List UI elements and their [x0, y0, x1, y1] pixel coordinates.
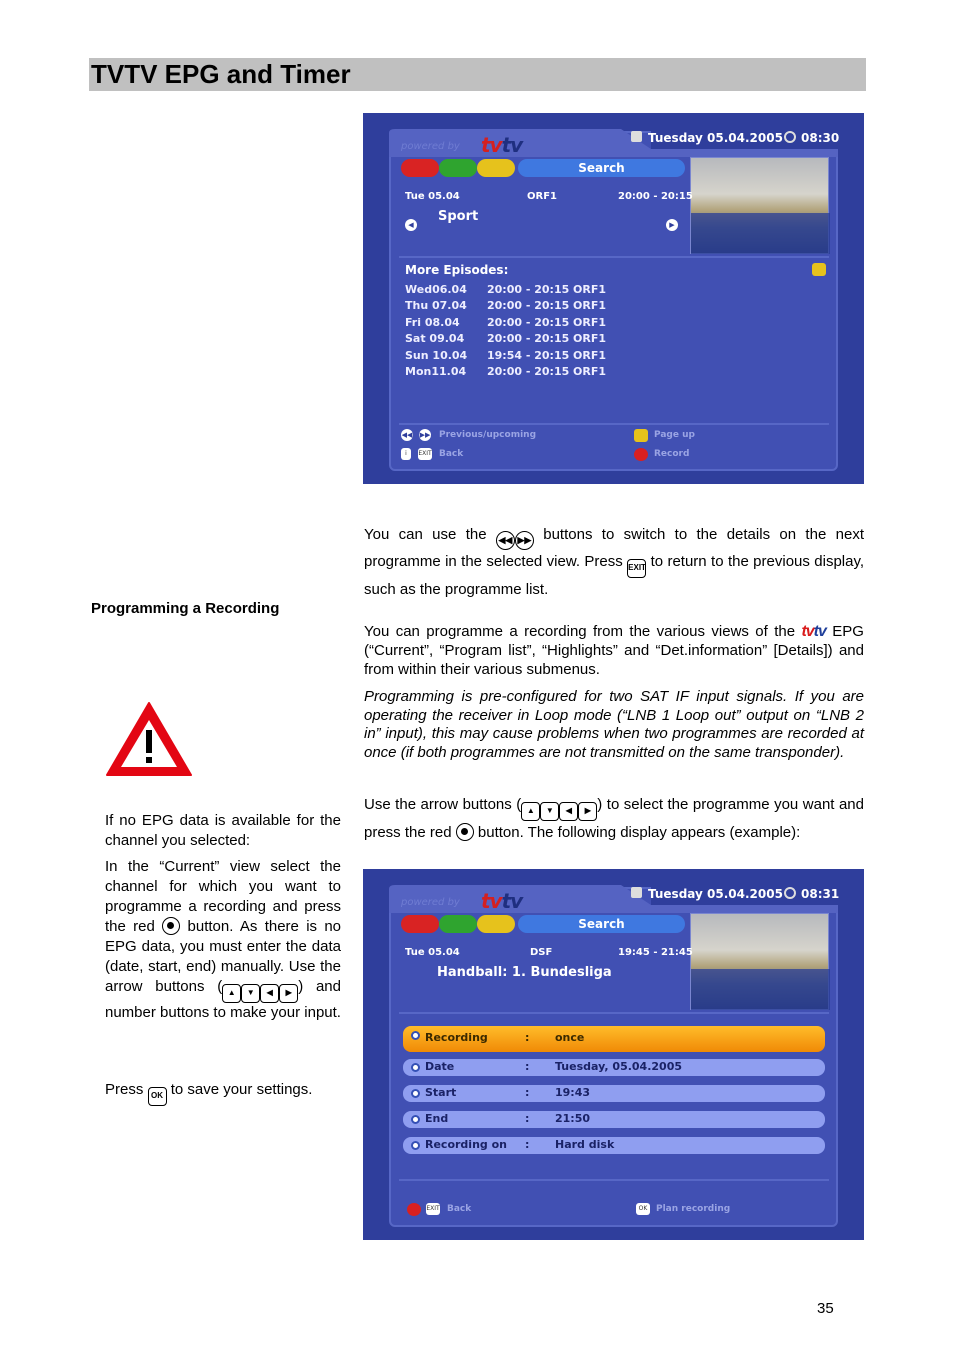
search-tab: Search — [518, 915, 685, 933]
more-episodes-header: More Episodes: — [405, 263, 509, 277]
screen-time: 08:30 — [801, 131, 840, 145]
field-label: Date — [425, 1060, 455, 1073]
plan-recording-screen — [363, 869, 864, 1240]
episode-channel: ORF1 — [573, 315, 606, 329]
programme-channel: DSF — [530, 947, 553, 958]
red-tab — [401, 915, 439, 933]
episode-day: Mon11.04 — [405, 365, 467, 378]
text-span: button. As there is no EPG data, you must enter the data (date, start, end) manually. Use the arrow buttons ( — [105, 918, 342, 995]
episode-time: 20:00 - 20:15 — [487, 365, 570, 378]
exit-icon: EXIT — [426, 1203, 440, 1215]
text-span: Use the arrow buttons ( — [364, 796, 522, 813]
preview-image — [690, 157, 829, 254]
separator — [399, 1179, 829, 1181]
info-icon: i — [401, 448, 411, 460]
text-span: ) to select the programme you want and press the red — [364, 796, 864, 841]
powered-by-label: powered by — [401, 141, 460, 152]
field-label: End — [425, 1112, 449, 1125]
left-manual-entry-text — [105, 857, 341, 1023]
field-value: 21:50 — [555, 1112, 591, 1125]
text-span: You can use the — [364, 526, 487, 543]
exit-button-icon: EXIT — [627, 559, 646, 578]
episode-day: Thu 07.04 — [405, 299, 467, 313]
rewind-button-icon: ◀◀ — [496, 531, 515, 550]
field-label: Recording on — [425, 1138, 508, 1151]
episode-day: Sat 09.04 — [405, 332, 465, 346]
yellow-tab — [477, 915, 515, 933]
recording-field-row[interactable] — [403, 1085, 825, 1102]
paragraph-sat-if-note: Programming is pre-configured for two SAT IF input signals. If you are operating the receiver in Loop mode (“LNB 1 Loop out” output on “LNB 2 in” input), this may cause problems when two programmes are recorded at once (if both programmes are not transmitted on the same transponder). — [364, 688, 864, 761]
right-arrow-button-icon: ▶ — [578, 802, 597, 821]
clock-icon — [784, 131, 796, 143]
field-colon: : — [525, 1112, 530, 1125]
forward-icon: ▶▶ — [419, 431, 431, 439]
screen-date: Tuesday 05.04.2005 — [648, 887, 783, 901]
bullet-icon — [411, 1115, 420, 1124]
screen-date: Tuesday 05.04.2005 — [648, 131, 783, 145]
episode-time: 20:00 - 20:15 — [487, 315, 570, 329]
episode-time: 20:00 - 20:15 — [487, 299, 570, 313]
episode-day: Wed06.04 — [405, 283, 467, 296]
paragraph-programme-recording — [364, 622, 864, 679]
clock-icon — [784, 887, 796, 899]
footer-record-label: Record — [654, 449, 690, 459]
screen-time: 08:31 — [801, 887, 840, 901]
field-value: Tuesday, 05.04.2005 — [555, 1060, 683, 1073]
warning-triangle-icon — [105, 700, 193, 778]
bullet-icon — [411, 1089, 420, 1098]
recording-field-row[interactable] — [403, 1137, 825, 1154]
text-span: buttons to switch to the details on the next programme in the selected view. Press — [364, 526, 864, 570]
left-no-epg-text: If no EPG data is available for the channel you selected: — [105, 812, 341, 849]
field-colon: : — [525, 1031, 530, 1044]
text-span: EPG (“Current”, “Program list”, “Highlights” and “Det.information” [Details]) and from within their various submenus. — [364, 623, 864, 678]
text-span: In the “Current” view select the channel for which you want to programme a recording and press the red — [105, 858, 341, 935]
field-value: Hard disk — [555, 1138, 615, 1151]
left-save-text — [105, 1080, 341, 1106]
red-button-icon — [456, 823, 474, 841]
green-tab — [439, 915, 477, 933]
programme-channel: ORF1 — [527, 191, 557, 202]
episode-channel: ORF1 — [573, 283, 606, 296]
page-header — [89, 58, 866, 91]
programme-slot: 20:00 - 20:15 — [618, 191, 693, 202]
field-colon: : — [525, 1086, 530, 1099]
right-arrow-button-icon: ▶ — [279, 984, 298, 1003]
page-title: TVTV EPG and Timer — [91, 59, 351, 89]
epg-details-screen — [363, 113, 864, 484]
page-number: 35 — [817, 1300, 834, 1317]
field-value: once — [555, 1031, 585, 1044]
down-arrow-button-icon: ▼ — [540, 802, 559, 821]
yellow-button-icon — [634, 429, 648, 442]
recording-field-row[interactable] — [403, 1026, 825, 1052]
calendar-icon — [631, 887, 642, 898]
footer-plan-label: Plan recording — [656, 1204, 731, 1214]
yellow-button-icon — [812, 263, 826, 276]
weather-bar — [691, 213, 830, 254]
left-arrow-button-icon: ◀ — [559, 802, 578, 821]
tvtv-logo: tvtv — [481, 133, 523, 157]
text-span: to save your settings. — [170, 1081, 313, 1098]
field-colon: : — [525, 1060, 530, 1073]
bullet-icon — [411, 1031, 420, 1040]
episode-time: 19:54 - 20:15 — [487, 348, 570, 362]
tvtv-logo: tvtv — [481, 889, 523, 913]
rewind-icon: ◀◀ — [401, 431, 413, 439]
weather-bar — [691, 969, 830, 1010]
exit-icon: EXIT — [418, 448, 432, 460]
text-span: button. The following display appears (example): — [477, 824, 801, 841]
up-arrow-button-icon: ▲ — [222, 984, 241, 1003]
episode-channel: ORF1 — [573, 299, 606, 313]
powered-by-label: powered by — [401, 897, 460, 908]
episode-channel: ORF1 — [573, 332, 606, 346]
red-button-icon — [407, 1203, 421, 1216]
episode-channel: ORF1 — [573, 365, 606, 378]
field-label: Recording — [425, 1031, 488, 1044]
forward-button-icon: ▶▶ — [515, 531, 534, 550]
red-tab — [401, 159, 439, 177]
paragraph-arrow-buttons — [364, 793, 864, 845]
calendar-icon — [631, 131, 642, 142]
preview-image — [690, 913, 829, 1010]
episode-day: Sun 10.04 — [405, 348, 468, 362]
section-heading: Programming a Recording — [91, 600, 280, 617]
episode-time: 20:00 - 20:15 — [487, 283, 570, 296]
recording-field-row[interactable] — [403, 1059, 825, 1076]
programme-title: Handball: 1. Bundesliga — [437, 965, 612, 980]
programme-day: Tue 05.04 — [405, 191, 460, 202]
text-span: to return to the previous display, such as the programme list. — [364, 553, 865, 598]
bullet-icon — [411, 1063, 420, 1072]
recording-field-row[interactable] — [403, 1111, 825, 1128]
text-span: ) and number buttons to make your input. — [105, 978, 341, 1021]
field-colon: : — [525, 1138, 530, 1151]
bullet-icon — [411, 1141, 420, 1150]
up-arrow-button-icon: ▲ — [521, 802, 540, 821]
footer-back-label: Back — [447, 1204, 472, 1214]
separator — [399, 1012, 829, 1014]
red-button-icon — [162, 917, 180, 935]
programme-slot: 19:45 - 21:45 — [618, 947, 693, 958]
footer-prev-label: Previous/upcoming — [439, 430, 537, 440]
tvtv-logo-inline: tvtv — [801, 623, 826, 640]
programme-day: Tue 05.04 — [405, 947, 460, 958]
field-label: Start — [425, 1086, 457, 1099]
text-span: Press — [105, 1081, 144, 1098]
programme-title: Sport — [438, 209, 479, 224]
search-tab: Search — [518, 159, 685, 177]
ok-icon: OK — [636, 1203, 650, 1215]
prev-arrow-icon: ◀ — [405, 219, 417, 231]
yellow-tab — [477, 159, 515, 177]
footer-pageup-label: Page up — [654, 430, 695, 440]
left-arrow-button-icon: ◀ — [260, 984, 279, 1003]
separator — [399, 256, 829, 258]
episode-time: 20:00 - 20:15 — [487, 332, 570, 346]
footer-back-label: Back — [439, 449, 464, 459]
text-span: You can programme a recording from the various views of the — [364, 623, 796, 640]
green-tab — [439, 159, 477, 177]
ok-button-icon: OK — [148, 1087, 167, 1106]
field-value: 19:43 — [555, 1086, 591, 1099]
episode-day: Fri 08.04 — [405, 315, 460, 329]
next-arrow-icon: ▶ — [666, 219, 678, 231]
paragraph-next-programme — [364, 523, 864, 602]
episode-channel: ORF1 — [573, 348, 606, 362]
separator — [399, 423, 829, 425]
red-button-icon — [634, 448, 648, 461]
down-arrow-button-icon: ▼ — [241, 984, 260, 1003]
